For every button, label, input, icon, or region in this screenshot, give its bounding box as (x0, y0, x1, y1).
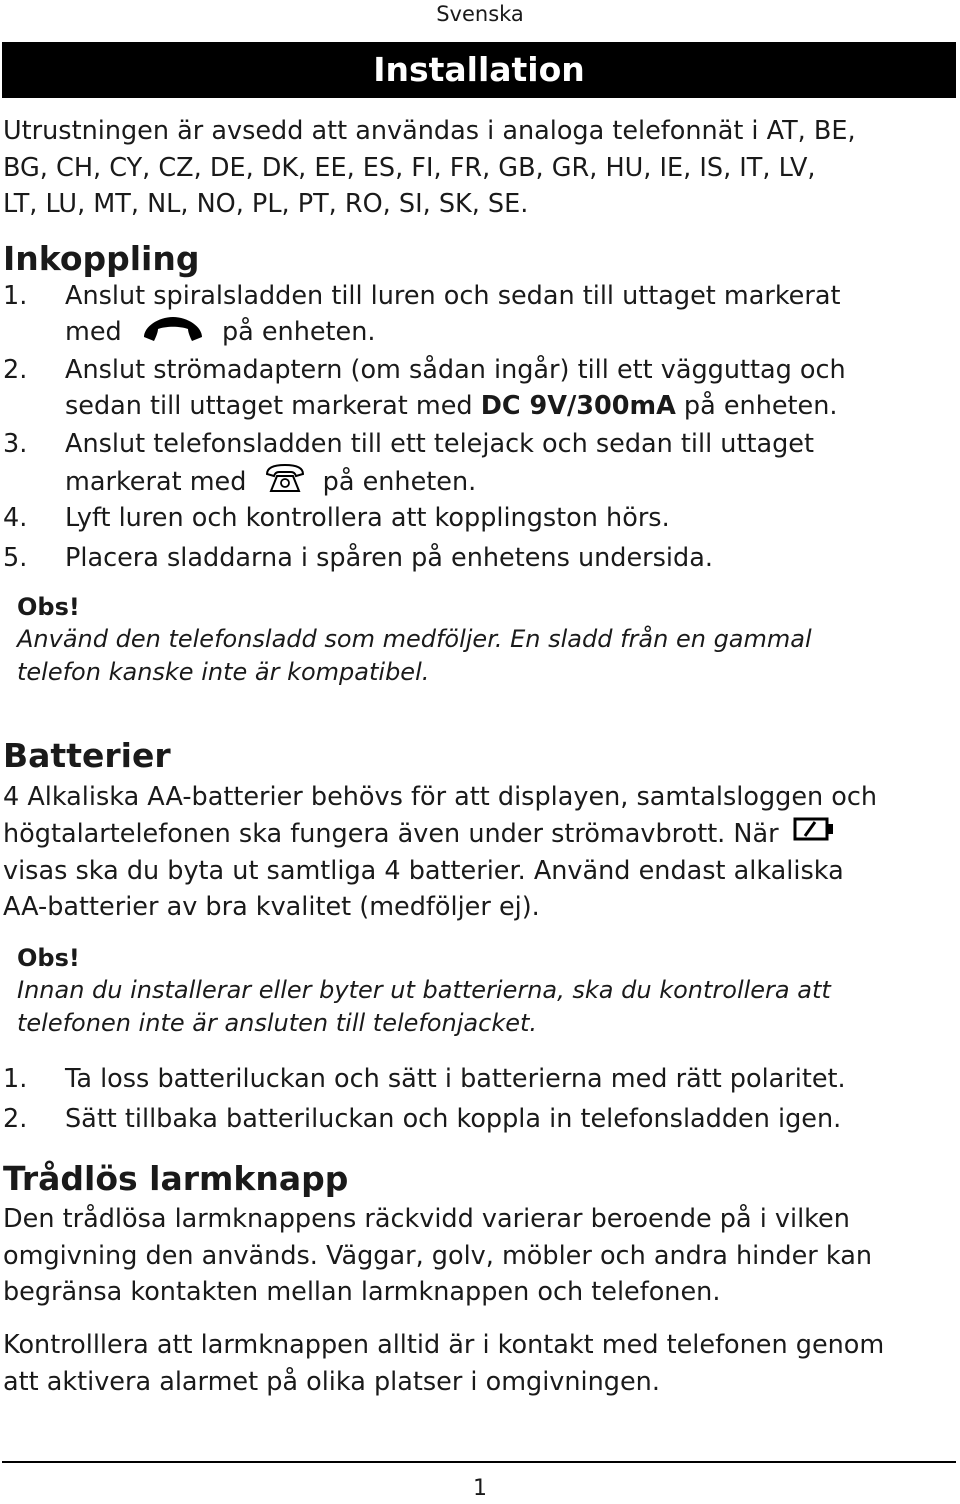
list-text: Placera sladdarna i spåren på enhetens undersida. (65, 543, 713, 573)
note-label: Obs! (17, 944, 80, 972)
section-heading-inkoppling: Inkoppling (3, 239, 200, 278)
footer-divider (2, 1461, 956, 1463)
list-text: markerat med (65, 467, 247, 497)
paragraph-line: begränsa kontakten mellan larmknappen och telefonen. (3, 1277, 721, 1307)
handset-icon (140, 313, 206, 353)
list-number: 2. (3, 1104, 28, 1134)
list-number: 2. (3, 355, 28, 385)
telephone-icon (263, 462, 307, 504)
note-text: Innan du installerar eller byter ut batterierna, ska du kontrollera att (17, 976, 831, 1004)
larmknapp-paragraph-1 (3, 1201, 953, 1311)
section-heading-larmknapp: Trådlös larmknapp (3, 1159, 349, 1198)
note-text: Använd den telefonsladd som medföljer. En sladd från en gammal (17, 625, 812, 653)
list-number: 1. (3, 281, 28, 311)
paragraph-line: att aktivera alarmet på olika platser i omgivningen. (3, 1366, 660, 1397)
list-number: 4. (3, 503, 28, 533)
paragraph-line: Kontrolllera att larmknappen alltid är i kontakt med telefonen genom (3, 1330, 885, 1360)
note-box (17, 591, 947, 689)
section-heading-batterier: Batterier (3, 736, 171, 775)
list-text: med (65, 317, 122, 347)
note-box (17, 942, 947, 1040)
list-number: 3. (3, 429, 28, 459)
page-title: Installation (2, 42, 956, 98)
list-text: Anslut strömadaptern (om sådan ingår) till ett vägguttag och (65, 355, 846, 385)
list-text: på enheten. (221, 317, 376, 347)
list-number: 1. (3, 1064, 28, 1094)
list-text: på enheten. (322, 467, 477, 497)
note-text: telefon kanske inte är kompatibel. (17, 658, 430, 686)
list-text: sedan till uttaget markerat med (65, 391, 473, 421)
page-number: 1 (473, 1476, 487, 1501)
paragraph-line: 4 Alkaliska AA-batterier behövs för att displayen, samtalsloggen och (3, 782, 878, 812)
low-battery-icon (793, 816, 835, 853)
larmknapp-paragraph-2 (3, 1327, 953, 1400)
paragraph-line: AA-batterier av bra kvalitet (medföljer ej). (3, 892, 540, 923)
list-text: Sätt tillbaka batteriluckan och koppla in telefonsladden igen. (65, 1104, 842, 1134)
list-text: på enheten. (683, 391, 838, 421)
intro-line: LT, LU, MT, NL, NO, PL, PT, RO, SI, SK, SE. (3, 189, 529, 219)
page-language-label: Svenska (436, 2, 524, 26)
paragraph-text: högtalartelefonen ska fungera även under strömavbrott. När (3, 818, 779, 849)
note-label: Obs! (17, 593, 80, 621)
paragraph-line: Den trådlösa larmknappens räckvidd varierar beroende på i vilken (3, 1204, 850, 1234)
list-text: Lyft luren och kontrollera att kopplingston hörs. (65, 503, 670, 533)
intro-line: Utrustningen är avsedd att användas i analoga telefonnät i AT, BE, (3, 116, 856, 146)
list-text: Anslut spiralsladden till luren och sedan till uttaget markerat (65, 281, 841, 311)
paragraph-line: visas ska du byta ut samtliga 4 batterier. Använd endast alkaliska (3, 855, 844, 886)
paragraph-line: omgivning den används. Väggar, golv, möbler och andra hinder kan (3, 1240, 873, 1271)
paragraph-line (3, 816, 953, 853)
list-number: 5. (3, 543, 28, 573)
note-text: telefonen inte är ansluten till telefonjacket. (17, 1009, 538, 1037)
intro-paragraph (3, 113, 953, 223)
intro-line: BG, CH, CY, CZ, DE, DK, EE, ES, FI, FR, GB, GR, HU, IE, IS, IT, LV, (3, 152, 816, 183)
list-text: Anslut telefonsladden till ett telejack och sedan till uttaget (65, 429, 814, 459)
list-text: Ta loss batteriluckan och sätt i batterierna med rätt polaritet. (65, 1064, 846, 1094)
voltage-label: DC 9V/300mA (480, 391, 676, 421)
batterier-paragraph (3, 779, 953, 926)
